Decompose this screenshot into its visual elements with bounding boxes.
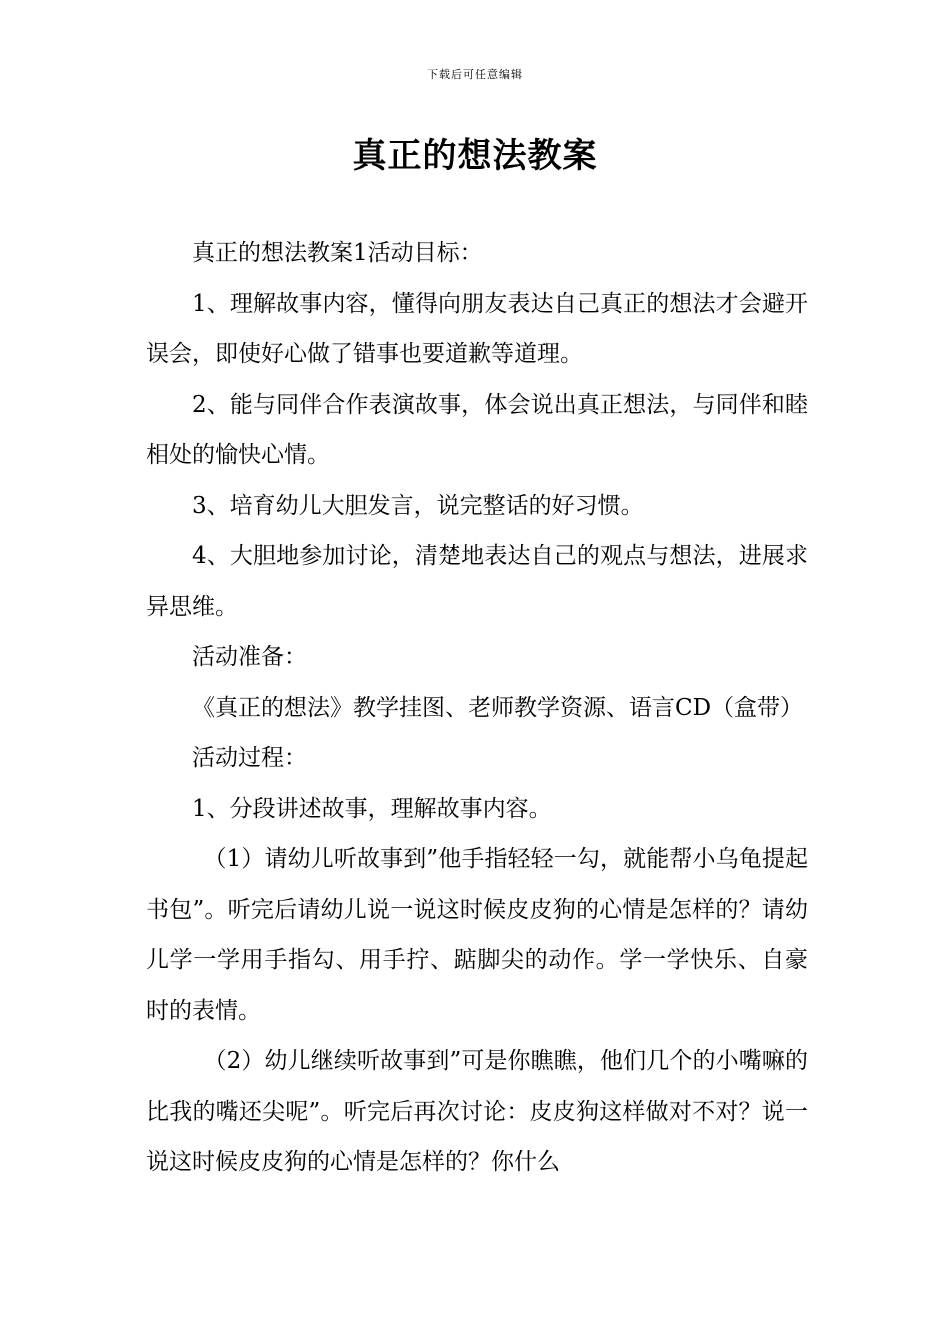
document-title: 真正的想法教案: [352, 136, 598, 176]
paragraph-objective-2: 2、能与同伴合作表演故事，体会说出真正想法，与同伴和睦相处的愉快心情。: [146, 391, 808, 468]
paragraph-objective-4: 4、大胆地参加讨论，清楚地表达自己的观点与想法，进展求异思维。: [146, 543, 808, 620]
paragraph-step-1-part-2: （2）幼儿继续听故事到”可是你瞧瞧，他们几个的小嘴嘛的比我的嘴还尖呢”。听完后再次讨论：皮皮狗这样做对不对？说一说这时候皮皮狗的心情是怎样的？你什么: [146, 1048, 808, 1175]
header-note: 下载后可任意编辑: [427, 68, 523, 81]
paragraph-objective-3: 3、培育幼儿大胆发言，说完整话的好习惯。: [192, 492, 644, 519]
paragraph-process-heading: 活动过程：: [192, 745, 307, 771]
paragraph-objective-1: 1、理解故事内容，懂得向朋友表达自己真正的想法才会避开误会，即使好心做了错事也要道歉等道理。: [146, 290, 808, 367]
paragraph-step-1-part-1: （1）请幼儿听故事到”他手指轻轻一勾，就能帮小乌龟提起书包”。听完后请幼儿说一说这时候皮皮狗的心情是怎样的？请幼儿学一学用手指勾、用手拧、踮脚尖的动作。学一学快乐、自豪时的表情。: [146, 846, 808, 1024]
document-body: [146, 228, 808, 1188]
paragraph-preparation-heading: 活动准备：: [192, 644, 307, 670]
paragraph-preparation: 《真正的想法》教学挂图、老师教学资源、语言CD（盒带）: [192, 694, 804, 721]
paragraph-objectives-heading: 真正的想法教案1活动目标：: [192, 240, 483, 266]
paragraph-step-1: 1、分段讲述故事，理解故事内容。: [192, 795, 552, 822]
